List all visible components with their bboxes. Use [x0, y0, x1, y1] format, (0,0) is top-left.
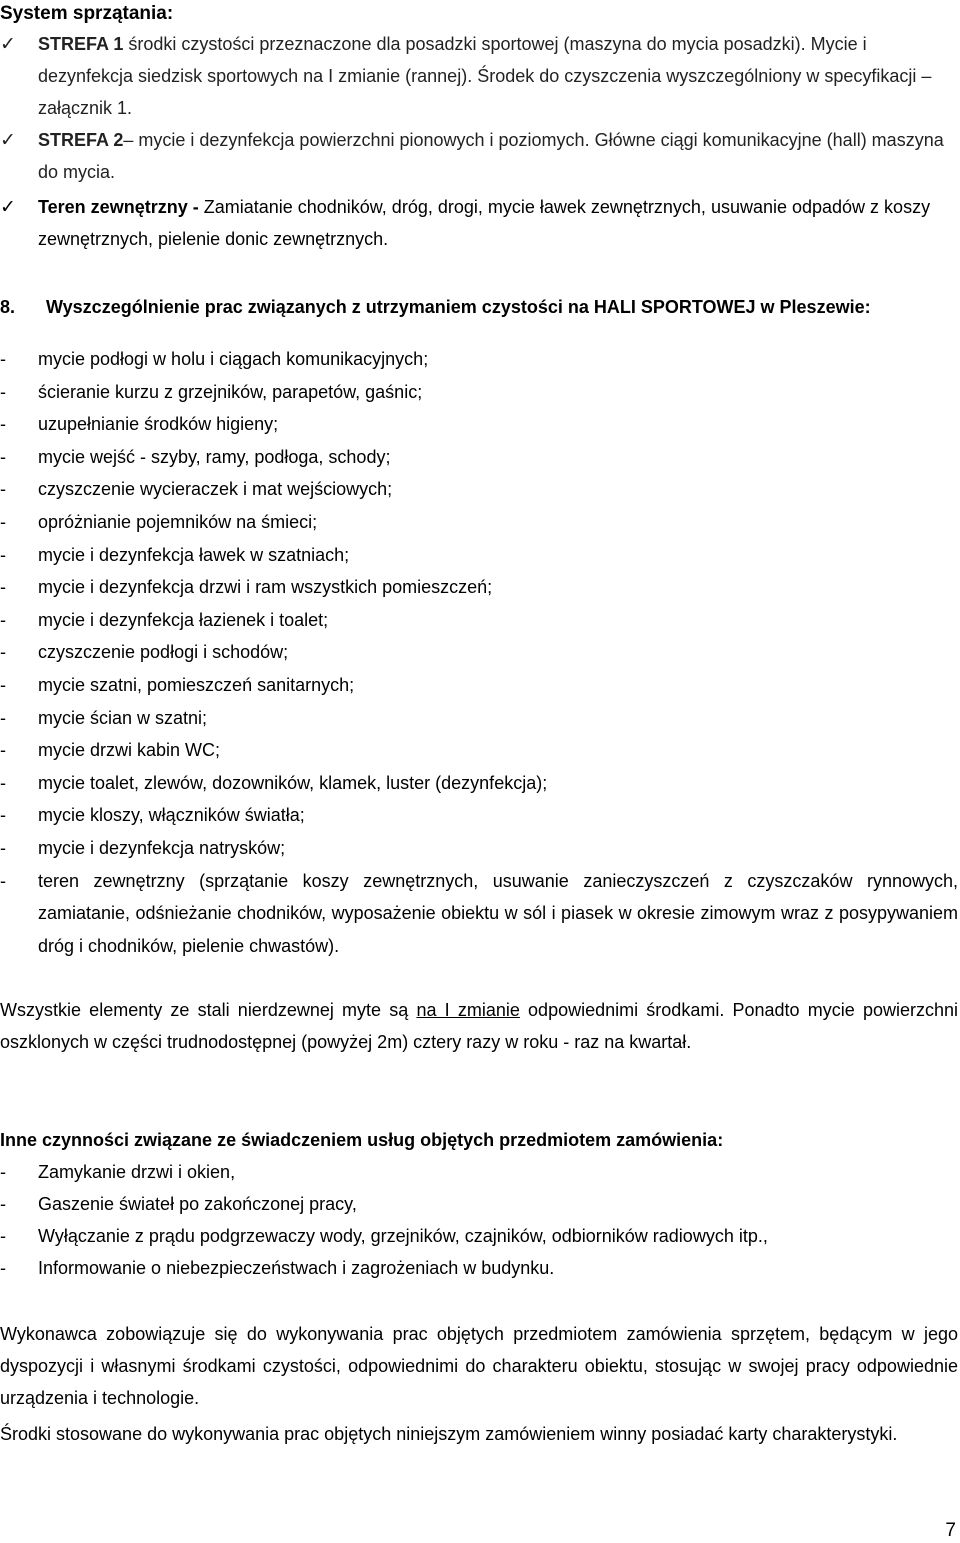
other-activities-title: Inne czynności związane ze świadczeniem usług objętych przedmiotem zamówienia: [0, 1130, 724, 1150]
list-item-text: mycie szatni, pomieszczeń sanitarnych; [38, 674, 355, 695]
section-8-task-list [0, 343, 958, 962]
check-item-strefa-2 [0, 124, 952, 188]
check-item-label: STREFA 2 [38, 130, 124, 150]
list-item [0, 767, 958, 800]
check-item-label: STREFA 1 [38, 34, 124, 54]
list-item-text: mycie i dezynfekcja łazienek i toalet; [38, 609, 329, 630]
dash-bullet: - [0, 1226, 6, 1246]
section-number: 8. [0, 297, 16, 317]
list-item [0, 343, 958, 376]
list-item [0, 408, 958, 441]
list-item [0, 832, 958, 865]
check-item-body [38, 191, 952, 255]
dash-bullet: - [0, 740, 6, 761]
list-item-text: ścieranie kurzu z grzejników, parapetów, gaśnic; [38, 381, 423, 402]
section-title: Wyszczególnienie prac związanych z utrzymaniem czystości na HALI SPORTOWEJ w Pleszewie: [46, 297, 871, 317]
check-item-body [38, 124, 952, 188]
list-item [0, 539, 958, 572]
dash-bullet: - [0, 805, 6, 826]
check-item-body [38, 28, 952, 124]
dash-bullet: - [0, 642, 6, 663]
list-item-text: mycie ścian w szatni; [38, 707, 208, 728]
other-activities-list [0, 1156, 958, 1284]
dash-bullet: - [0, 544, 6, 565]
list-item [0, 799, 958, 832]
contractor-paragraph: Wykonawca zobowiązuje się do wykonywania prac objętych przedmiotem zamówienia sprzętem, będącym w jego dyspozycji i własnymi środkami czystości, odpowiednimi do charakteru obiektu, stosując w swojej pracy odpowiednie urządzenia i technologie. [0, 1324, 958, 1408]
list-item [0, 702, 958, 735]
list-item-text: Zamykanie drzwi i okien, [38, 1162, 236, 1182]
list-item-text: Informowanie o niebezpieczeństwach i zagrożeniach w budynku. [38, 1258, 555, 1278]
check-item-strefa-1 [0, 28, 952, 124]
dash-bullet: - [0, 414, 6, 435]
check-item-text: – mycie i dezynfekcja powierzchni pionowych i poziomych. Główne ciągi komunikacyjne (hall) maszyna do mycia. [38, 130, 944, 182]
dash-bullet: - [0, 577, 6, 598]
list-item-text: mycie drzwi kabin WC; [38, 740, 221, 761]
list-item [0, 734, 958, 767]
list-item [0, 636, 958, 669]
dash-bullet: - [0, 837, 6, 858]
dash-bullet: - [0, 381, 6, 402]
steel-paragraph-part-2: odpowiednimi środkami. Ponadto mycie powierzchni oszklonych w części trudnodostępnej (powyżej 2m) cztery razy w roku - raz na kwartał. [0, 1000, 958, 1052]
list-item [0, 506, 958, 539]
list-item [0, 865, 958, 963]
list-item-text: teren zewnętrzny (sprzątanie koszy zewnętrznych, usuwanie zanieczyszczeń z czyszczaków rynnowych, zamiatanie, odśnieżanie chodników, wyposażenie obiektu w sól i piasek w okresie zimowym wraz z posypywaniem dróg i chodników, pielenie chwastów). [38, 870, 958, 956]
list-item [0, 604, 958, 637]
list-item-text: uzupełnianie środków higieny; [38, 414, 279, 435]
check-item-label: Teren zewnętrzny - [38, 197, 199, 217]
list-item [0, 669, 958, 702]
dash-bullet: - [0, 870, 6, 891]
dash-bullet: - [0, 446, 6, 467]
list-item-text: czyszczenie podłogi i schodów; [38, 642, 289, 663]
list-item [0, 1156, 958, 1188]
dash-bullet: - [0, 1194, 6, 1214]
list-item-text: Gaszenie świateł po zakończonej pracy, [38, 1194, 357, 1214]
list-item-text: opróżnianie pojemników na śmieci; [38, 511, 318, 532]
list-item-text: mycie i dezynfekcja drzwi i ram wszystkich pomieszczeń; [38, 577, 493, 598]
dash-bullet: - [0, 772, 6, 793]
list-item-text: mycie i dezynfekcja ławek w szatniach; [38, 544, 350, 565]
cleaning-agents-paragraph: Środki stosowane do wykonywania prac objętych niniejszym zamówieniem winny posiadać karty charakterystyki. [0, 1424, 898, 1444]
list-item-text: mycie podłogi w holu i ciągach komunikacyjnych; [38, 349, 429, 369]
list-item [0, 1188, 958, 1220]
list-item [0, 473, 958, 506]
dash-bullet: - [0, 707, 6, 728]
dash-bullet: - [0, 349, 6, 369]
list-item [0, 1252, 958, 1284]
steel-paragraph-underlined: na I zmianie [416, 1000, 520, 1020]
list-item-text: mycie wejść - szyby, ramy, podłoga, schody; [38, 446, 391, 467]
list-item-text: czyszczenie wycieraczek i mat wejściowych; [38, 479, 393, 500]
dash-bullet: - [0, 1258, 6, 1278]
steel-paragraph [0, 994, 958, 1058]
dash-bullet: - [0, 609, 6, 630]
list-item [0, 1220, 958, 1252]
list-item [0, 376, 958, 409]
list-item-text: mycie i dezynfekcja natrysków; [38, 837, 286, 858]
dash-bullet: - [0, 1162, 6, 1182]
dash-bullet: - [0, 511, 6, 532]
checkmark-icon: ✓ [0, 196, 16, 218]
list-item-text: Wyłączanie z prądu podgrzewaczy wody, grzejników, czajników, odbiorników radiowych itp., [38, 1226, 768, 1246]
list-item-text: mycie kloszy, włączników światła; [38, 805, 305, 826]
checkmark-icon: ✓ [0, 33, 16, 55]
dash-bullet: - [0, 674, 6, 695]
steel-paragraph-part-1: Wszystkie elementy ze stali nierdzewnej myte są [0, 1000, 417, 1020]
dash-bullet: - [0, 479, 6, 500]
check-item-teren [0, 191, 952, 255]
system-title: System sprzątania: [0, 3, 174, 24]
list-item [0, 441, 958, 474]
list-item [0, 571, 958, 604]
checkmark-icon: ✓ [0, 129, 16, 151]
check-item-text: środki czystości przeznaczone dla posadzki sportowej (maszyna do mycia posadzki). Mycie i dezynfekcja siedzisk sportowych na I zmianie (rannej). Środek do czyszczenia wyszczególniony w specyfikacji – załącznik 1. [38, 34, 932, 118]
check-item-text: Zamiatanie chodników, dróg, drogi, mycie ławek zewnętrznych, usuwanie odpadów z koszy zewnętrznych, pielenie donic zewnętrznych. [38, 197, 931, 249]
list-item-text: mycie toalet, zlewów, dozowników, klamek, luster (dezynfekcja); [38, 772, 548, 793]
page-number: 7 [945, 1520, 956, 1541]
